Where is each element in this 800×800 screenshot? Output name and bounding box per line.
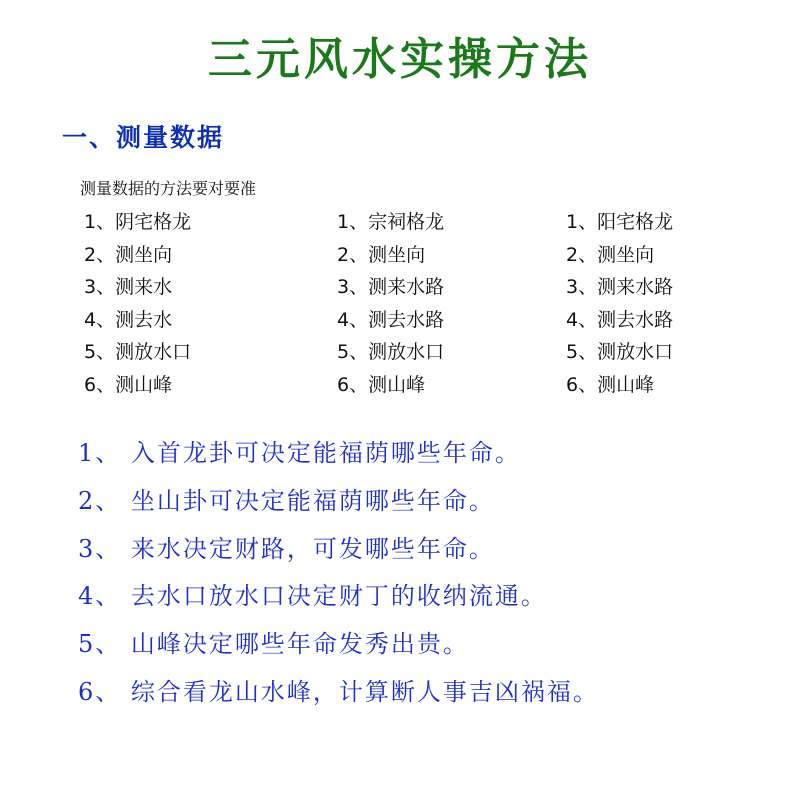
- list-item: 2、测坐向: [566, 243, 655, 266]
- list-item: 6、测山峰: [84, 373, 173, 396]
- key-point: 6、 综合看龙山水峰，计算断人事吉凶祸福。: [78, 677, 599, 706]
- list-item: 5、测放水口: [84, 341, 192, 363]
- list-item: 6、测山峰: [566, 373, 655, 396]
- list-item: 2、测坐向: [337, 243, 426, 266]
- list-item: 1、阴宅格龙: [84, 211, 192, 233]
- column-yin-house: [84, 206, 191, 401]
- list-item: 6、测山峰: [337, 373, 426, 396]
- key-point: 1、 入首龙卦可决定能福荫哪些年命。: [78, 439, 521, 467]
- list-item: 4、测去水路: [337, 308, 445, 331]
- key-points-list: [78, 430, 599, 717]
- list-item: 1、阳宅格龙: [566, 211, 674, 233]
- list-item: 3、测来水路: [337, 276, 445, 298]
- column-ancestral-hall: [337, 206, 444, 401]
- list-item: 4、测去水: [84, 308, 173, 331]
- key-point: 3、 来水决定财路，可发哪些年命。: [78, 534, 495, 563]
- key-point: 4、 去水口放水口决定财丁的收纳流通。: [78, 582, 547, 611]
- section-heading: 一、测量数据: [62, 123, 225, 152]
- list-item: 1、宗祠格龙: [337, 211, 445, 233]
- list-item: 5、测放水口: [337, 341, 445, 363]
- page-title: 三元风水实操方法: [208, 34, 592, 85]
- section-intro: 测量数据的方法要对要准: [80, 179, 257, 198]
- list-item: 5、测放水口: [566, 341, 674, 363]
- list-item: 3、测来水: [84, 276, 173, 298]
- key-point: 2、 坐山卦可决定能福荫哪些年命。: [78, 486, 495, 515]
- list-item: 3、测来水路: [566, 276, 674, 298]
- list-item: 4、测去水路: [566, 308, 674, 331]
- column-yang-house: [566, 206, 673, 401]
- list-item: 2、测坐向: [84, 243, 173, 266]
- key-point: 5、 山峰决定哪些年命发秀出贵。: [78, 630, 469, 659]
